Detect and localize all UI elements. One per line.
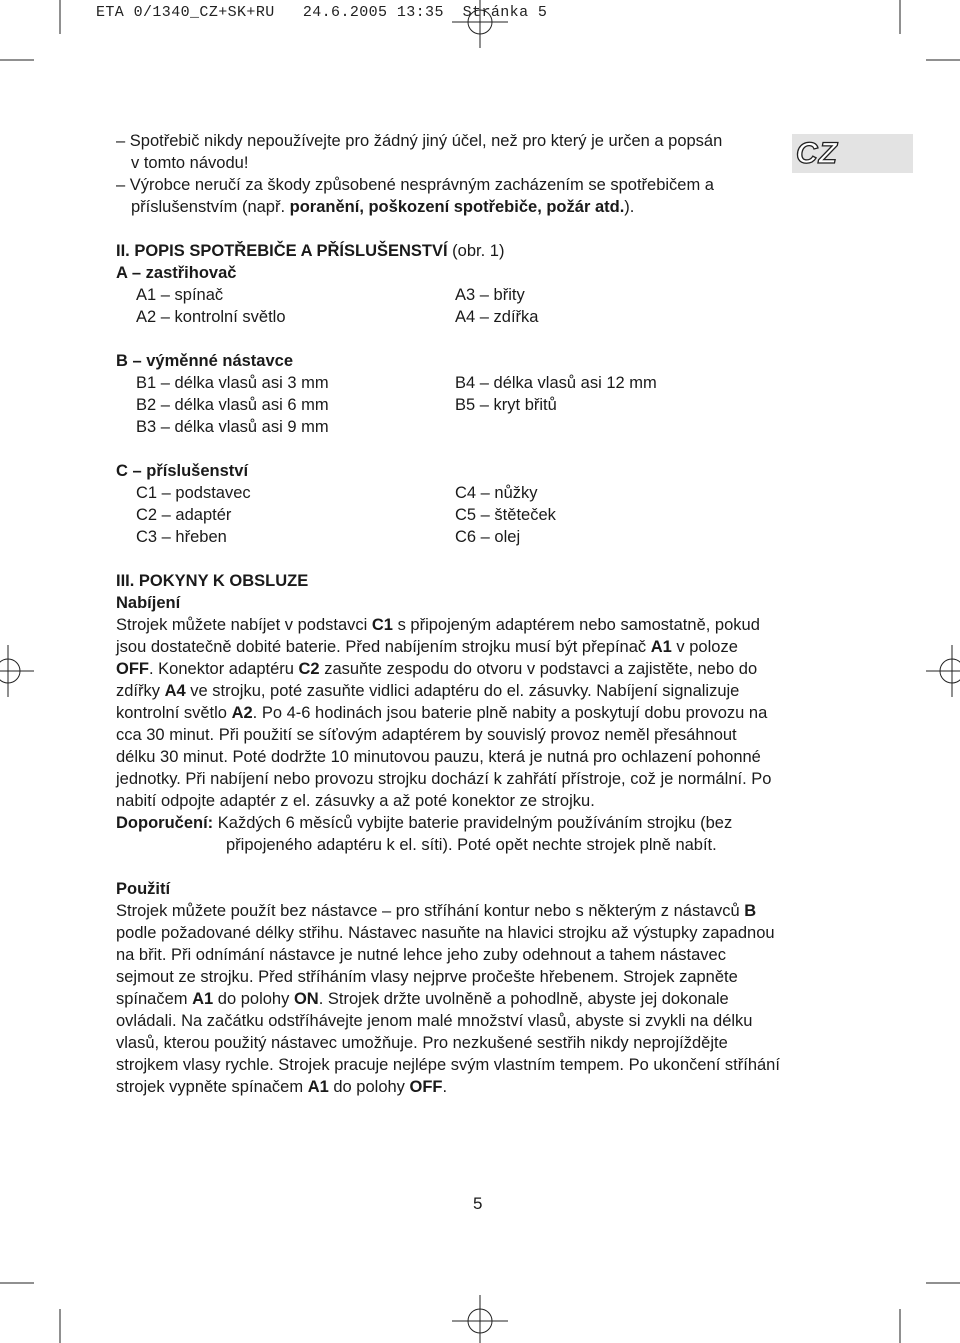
language-badge: [792, 134, 913, 173]
intro-line-3: – Výrobce neručí za škody způsobené nesprávným zacházením se spotřebičem a: [116, 176, 714, 194]
usage-line-3: na břit. Při odnímání nástavce je nutné lehce jeho zuby odehnout a tahem nástavec: [116, 946, 726, 964]
usage-line-9-bold-d: OFF: [409, 1078, 443, 1096]
intro-line-4: [131, 196, 634, 218]
part-c6: C6 – olej: [455, 528, 521, 546]
group-a-title: A – zastřihovač: [116, 264, 237, 282]
usage-line-6: ovládali. Na začátku odstříhávejte jenom malé množství vlasů, abyste si zvykli na délku: [116, 1012, 753, 1030]
charging-title: Nabíjení: [116, 594, 181, 612]
part-a4: A4 – zdířka: [455, 308, 539, 326]
part-c2: C2 – adaptér: [136, 506, 232, 524]
usage-line-5-e: . Strojek držte uvolněně a pohodlně, abyste jej dokonale: [318, 990, 729, 1008]
usage-line-1: [116, 900, 756, 922]
intro-line-4-c: ).: [624, 198, 635, 216]
registration-mark-bottom: [452, 1295, 508, 1343]
part-a2: A2 – kontrolní světlo: [136, 308, 286, 326]
charging-line-3: [116, 658, 757, 680]
registration-mark-top: [452, 0, 508, 48]
charging-line-4-c: ve strojku, poté zasuňte vidlici adaptéru do el. zásuvky. Nabíjení signalizuje: [185, 682, 740, 700]
usage-line-4: sejmout ze strojku. Před stříháním vlasy nejprve pročešte hřebenem. Strojek zapněte: [116, 968, 738, 986]
charging-line-2-c: v poloze: [671, 638, 738, 656]
charging-line-1-bold: C1: [371, 616, 393, 634]
charging-line-5-a: kontrolní světlo: [116, 704, 232, 722]
charging-line-3-d: zasuňte zespodu do otvoru v podstavci a zajistěte, nebo do: [319, 660, 758, 678]
recommendation-text-1: Každých 6 měsíců vybijte baterie pravidelným používáním strojku (bez: [213, 814, 733, 832]
charging-line-5: [116, 702, 767, 724]
charging-line-2-bold: A1: [650, 638, 672, 656]
intro-line-2: v tomto návodu!: [131, 154, 249, 172]
usage-line-5: [116, 988, 729, 1010]
intro-line-4-bold: poranění, poškození spotřebiče, požár atd.: [289, 198, 625, 216]
charging-line-4: [116, 680, 739, 702]
usage-title: Použití: [116, 880, 171, 898]
part-b3: B3 – délka vlasů asi 9 mm: [136, 418, 329, 436]
usage-line-5-bold-d: ON: [293, 990, 319, 1008]
charging-line-7: délku 30 minut. Poté dodržte 10 minutovou pauzu, která je nutná pro ochlazení pohonné: [116, 748, 761, 766]
charging-line-8: jednotky. Při nabíjení nebo provozu strojku dochází k zahřátí přístroje, což je normální. Po: [116, 770, 772, 788]
registration-mark-left: [0, 645, 34, 697]
charging-line-5-c: . Po 4-6 hodinách jsou baterie plně nabity a poskytují dobu provozu na: [252, 704, 768, 722]
usage-line-9: [116, 1076, 447, 1098]
charging-line-2: [116, 636, 738, 658]
usage-line-9-a: strojek vypněte spínačem: [116, 1078, 308, 1096]
part-c1: C1 – podstavec: [136, 484, 251, 502]
charging-line-9: nabití odpojte adaptér z el. zásuvky a až poté konektor ze strojku.: [116, 792, 595, 810]
charging-line-3-bold-c: C2: [298, 660, 320, 678]
charging-line-4-bold: A4: [164, 682, 186, 700]
section-2-title: II. POPIS SPOTŘEBIČE A PŘÍSLUŠENSTVÍ: [116, 242, 448, 260]
section-2-heading: [116, 240, 504, 262]
usage-line-1-a: Strojek můžete použít bez nástavce – pro stříhání kontur nebo s některým z nástavců: [116, 902, 745, 920]
usage-line-5-c: do polohy: [213, 990, 294, 1008]
charging-line-3-b: . Konektor adaptéru: [149, 660, 299, 678]
part-b5: B5 – kryt břitů: [455, 396, 557, 414]
charging-line-3-bold-a: OFF: [116, 660, 149, 678]
language-badge-label: CZ: [796, 137, 838, 170]
intro-line-1: – Spotřebič nikdy nepoužívejte pro žádný jiný účel, než pro který je určen a popsán: [116, 132, 723, 150]
group-c-title: C – příslušenství: [116, 462, 249, 480]
charging-line-5-bold: A2: [231, 704, 253, 722]
recommendation-line-1: [116, 812, 732, 834]
usage-line-1-bold: B: [744, 902, 757, 920]
registration-mark-right: [926, 645, 960, 697]
usage-line-2: podle požadované délky střihu. Nástavec nasuňte na hlavici strojku až výstupky zapadnou: [116, 924, 775, 942]
part-c3: C3 – hřeben: [136, 528, 227, 546]
part-c4: C4 – nůžky: [455, 484, 538, 502]
charging-line-1-c: s připojeným adaptérem nebo samostatně, pokud: [392, 616, 760, 634]
part-b1: B1 – délka vlasů asi 3 mm: [136, 374, 329, 392]
usage-line-9-bold-b: A1: [307, 1078, 329, 1096]
charging-line-2-a: jsou dostatečně dobité baterie. Před nabíjením strojku musí být přepínač: [116, 638, 651, 656]
charging-line-1: [116, 614, 760, 636]
page-number: 5: [473, 1194, 483, 1213]
section-2-figure-ref: (obr. 1): [447, 242, 505, 260]
group-b-title: B – výměnné nástavce: [116, 352, 294, 370]
charging-line-6: cca 30 minut. Při použití se síťovým adaptérem by souvislý provoz neměl přesáhnout: [116, 726, 737, 744]
part-b2: B2 – délka vlasů asi 6 mm: [136, 396, 329, 414]
usage-line-9-c: do polohy: [328, 1078, 410, 1096]
recommendation-label: Doporučení:: [116, 814, 214, 832]
charging-line-4-a: zdířky: [116, 682, 165, 700]
recommendation-line-2: připojeného adaptéru k el. síti). Poté opět nechte strojek plně nabít.: [226, 836, 717, 854]
usage-line-8: strojkem vlasy rychle. Strojek pracuje nejlépe svým vlastním tempem. Po ukončení stříhání: [116, 1056, 780, 1074]
part-b4: B4 – délka vlasů asi 12 mm: [455, 374, 657, 392]
section-3-heading: III. POKYNY K OBSLUZE: [116, 572, 309, 590]
part-a3: A3 – břity: [455, 286, 525, 304]
usage-line-5-bold-b: A1: [192, 990, 214, 1008]
usage-line-9-e: .: [442, 1078, 448, 1096]
intro-line-4-a: příslušenstvím (např.: [131, 198, 290, 216]
usage-line-5-a: spínačem: [116, 990, 193, 1008]
part-c5: C5 – štěteček: [455, 506, 556, 524]
usage-line-7: vlasů, kterou použitý nástavec umožňuje. Pro nezkušené sestřih nikdy neprojíždějte: [116, 1034, 728, 1052]
print-header: ETA 0/1340_CZ+SK+RU 24.6.2005 13:35 Stránka 5: [96, 4, 548, 21]
charging-line-1-a: Strojek můžete nabíjet v podstavci: [116, 616, 372, 634]
part-a1: A1 – spínač: [136, 286, 224, 304]
